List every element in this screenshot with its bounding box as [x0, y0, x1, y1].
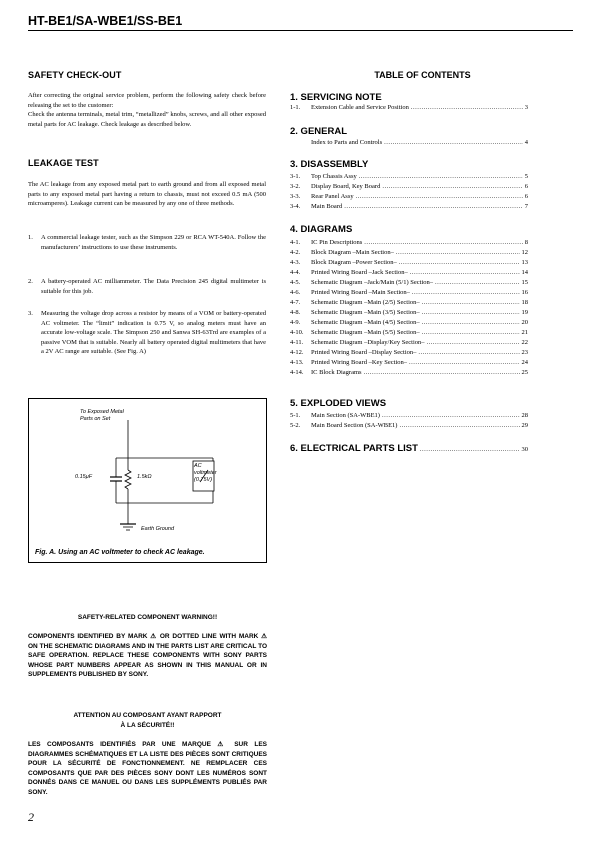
toc-entry-title: Printed Wiring Board –Display Section– — [311, 349, 417, 356]
toc-entry-title: Printed Wiring Board –Key Section– — [311, 359, 408, 366]
toc-entry-number: 3-2. — [290, 183, 301, 190]
toc-leader-dots — [411, 103, 523, 112]
toc-section-heading: 5. EXPLODED VIEWS — [290, 398, 387, 409]
toc-leader-dots — [412, 288, 520, 297]
toc-entry[interactable] — [290, 421, 528, 430]
list-item — [28, 277, 266, 297]
toc-leader-dots — [364, 238, 522, 247]
toc-leader-dots — [422, 308, 520, 317]
toc-leader-dots — [427, 338, 520, 347]
toc-entry[interactable] — [290, 138, 528, 147]
toc-entry-title: Index to Parts and Controls — [311, 139, 383, 146]
list-item-number: 2. — [28, 278, 33, 285]
toc-entry[interactable] — [290, 348, 528, 357]
toc-entry-title: Top Chassis Assy — [311, 173, 357, 180]
toc-entry-title: Extension Cable and Service Position — [311, 104, 409, 111]
list-item-text: Measuring the voltage drop across a resistor by means of a VOM or battery-operated AC voltmeter. The “limit” indication is 0.75 V, so analog meters must have an accurate low-voltage scale. The Simpson 250 and Sanwa SH-63Trd are examples of a passive VOM that is suitable. Nearly all battery operated digital multimeters that have a 2V AC range are suitable. (See Fig. A) — [41, 310, 266, 355]
toc-entry-number: 4-10. — [290, 329, 304, 336]
resistor-label: 1.5kΩ — [137, 474, 152, 480]
toc-entry-number: 3-1. — [290, 173, 301, 180]
toc-entry[interactable] — [290, 308, 528, 317]
toc-entry-number: 4-8. — [290, 309, 301, 316]
toc-entry-page: 6 — [524, 193, 528, 200]
toc-section-heading: 2. GENERAL — [290, 126, 348, 137]
toc-entry-number: 4-2. — [290, 249, 301, 256]
safety-intro-paragraph-1: After correcting the original service problem, perform the following safety check before releasing the set to the customer: — [28, 92, 266, 109]
toc-entry[interactable] — [290, 238, 528, 247]
toc-section-heading: 1. SERVICING NOTE — [290, 92, 382, 103]
figure-label-exposed-metal: To Exposed Metal — [80, 409, 124, 415]
toc-entry-number: 4-6. — [290, 289, 301, 296]
toc-section-heading: 6. ELECTRICAL PARTS LIST — [290, 443, 418, 454]
toc-entry-page: 19 — [521, 309, 528, 316]
toc-entry-number: 4-1. — [290, 239, 301, 246]
toc-entry-number: 4-11. — [290, 339, 304, 346]
toc-entry-page: 24 — [521, 359, 528, 366]
warning-fr-title-line-2: À LA SÉCURITÉ!! — [120, 722, 175, 729]
toc-entry-page: 23 — [521, 349, 528, 356]
toc-entry[interactable] — [290, 103, 528, 112]
toc-entry-number: 4-14. — [290, 369, 304, 376]
toc-entry-title: Schematic Diagram –Display/Key Section– — [311, 339, 425, 346]
toc-leader-dots — [382, 182, 522, 191]
toc-entry-title: Display Board, Key Board — [311, 183, 381, 190]
figure-caption: Fig. A. Using an AC voltmeter to check AC leakage. — [35, 549, 205, 556]
toc-entry-number: 4-7. — [290, 299, 301, 306]
toc-entry-title: Schematic Diagram –Main (5/5) Section– — [311, 329, 420, 336]
toc-entry[interactable] — [290, 338, 528, 347]
toc-entry[interactable] — [290, 278, 528, 287]
toc-entry[interactable] — [290, 182, 528, 191]
toc-entry-page: 15 — [521, 279, 528, 286]
toc-entry[interactable] — [290, 368, 528, 377]
toc-entry-page: 21 — [521, 329, 528, 336]
toc-entry-number: 4-5. — [290, 279, 301, 286]
toc-leader-dots — [422, 318, 520, 327]
toc-entry-number: 3-4. — [290, 203, 301, 210]
toc-leader-dots — [435, 278, 519, 287]
toc-entry-title: Main Board Section (SA-WBE1) — [311, 422, 398, 429]
toc-section-heading: 3. DISASSEMBLY — [290, 159, 369, 170]
toc-entry-title: Block Diagram –Main Section– — [311, 249, 394, 256]
list-item — [28, 309, 266, 369]
toc-entry-number: 4-13. — [290, 359, 304, 366]
toc-entry[interactable] — [290, 172, 528, 181]
toc-section-heading: 4. DIAGRAMS — [290, 224, 353, 235]
warning-en-title: SAFETY-RELATED COMPONENT WARNING!! — [77, 614, 218, 621]
toc-entry-title: Schematic Diagram –Main (4/5) Section– — [311, 319, 420, 326]
list-item-number: 3. — [28, 310, 33, 317]
toc-entry-number: 3-3. — [290, 193, 301, 200]
toc-leader-dots — [418, 348, 519, 357]
toc-entry-page: 13 — [521, 259, 528, 266]
toc-entry-title: Printed Wiring Board –Jack Section– — [311, 269, 408, 276]
toc-entry-page: 12 — [521, 249, 528, 256]
list-item — [28, 233, 266, 263]
safety-intro-paragraph-2: Check the antenna terminals, metal trim, “metallized” knobs, screws, and all other exposed metal parts for AC leakage. Check leakage as described below. — [28, 111, 266, 128]
toc-leader-dots — [422, 328, 520, 337]
toc-entry-page: 7 — [524, 203, 528, 210]
meter-label-voltmeter: voltmeter — [194, 470, 217, 476]
toc-entry-page: 5 — [524, 173, 528, 180]
list-item-text: A commercial leakage tester, such as the Simpson 229 or RCA WT-540A. Follow the manufacturers’ instructions to use these instruments. — [41, 234, 266, 251]
toc-entry-title: Main Section (SA-WBE1) — [311, 412, 380, 419]
leakage-test-heading: LEAKAGE TEST — [28, 158, 99, 168]
header-rule — [28, 30, 573, 31]
document-header: HT-BE1/SA-WBE1/SS-BE1 — [28, 14, 183, 28]
toc-entry[interactable] — [290, 288, 528, 297]
figure-label-parts-on-set: Parts on Set — [80, 416, 111, 422]
toc-leader-dots — [344, 202, 523, 211]
leakage-body: The AC leakage from any exposed metal part to earth ground and from all exposed metal parts to any exposed metal part having a return to chassis, must not exceed 0.5 mA (500 microamperes). Leakage current can be measured by any one of three methods. — [28, 181, 266, 207]
page-number: 2 — [28, 810, 34, 824]
toc-leader-dots — [364, 368, 520, 377]
toc-entry-title: Schematic Diagram –Jack/Main (5/1) Section– — [311, 279, 434, 286]
warning-en-body: COMPONENTS IDENTIFIED BY MARK ⚠ OR DOTTED LINE WITH MARK ⚠ ON THE SCHEMATIC DIAGRAMS AND IN THE PARTS LIST ARE CRITICAL TO SAFE OPERATION. REPLACE THESE COMPONENTS WITH SONY PARTS WHOSE PART NUMBERS APPEAR AS SHOWN IN THIS MANUAL OR IN SUPPLEMENTS PUBLISHED BY SONY. — [28, 633, 267, 679]
safety-intro — [28, 91, 266, 129]
toc-entry[interactable] — [290, 318, 528, 327]
toc-entry[interactable] — [290, 411, 528, 420]
list-item-number: 1. — [28, 234, 33, 241]
list-item-text: A battery-operated AC milliammeter. The Data Precision 245 digital multimeter is suitable for this job. — [41, 278, 266, 295]
toc-entry-page: 25 — [521, 369, 528, 376]
toc-entry-page: 22 — [521, 339, 528, 346]
toc-leader-dots — [420, 446, 520, 453]
capacitor-label: 0.15μF — [75, 474, 93, 480]
toc-leader-dots — [396, 248, 520, 257]
toc-entry[interactable] — [290, 358, 528, 367]
toc-entry[interactable] — [290, 298, 528, 307]
toc-entry-page: 16 — [521, 289, 528, 296]
toc-entry-number: 5-2. — [290, 422, 301, 429]
earth-ground-label: Earth Ground — [141, 526, 175, 532]
toc-entry-title: Block Diagram –Power Section– — [311, 259, 397, 266]
toc-leader-dots — [422, 298, 520, 307]
toc-entry-page: 29 — [521, 422, 528, 429]
toc-entry-title: IC Pin Descriptions — [311, 239, 363, 246]
toc-entry-number: 1-1. — [290, 104, 301, 111]
toc-entry[interactable] — [290, 248, 528, 257]
toc-entry-page: 14 — [521, 269, 528, 276]
toc-entry-page: 8 — [524, 239, 528, 246]
toc-entry-title: Printed Wiring Board –Main Section– — [311, 289, 410, 296]
toc-leader-dots — [359, 172, 523, 181]
toc-entry-title: Main Board — [311, 203, 343, 210]
toc-entry-number: 4-3. — [290, 259, 301, 266]
toc-entry-electrical-parts-list[interactable] — [290, 443, 528, 455]
toc-entry-number: 4-9. — [290, 319, 301, 326]
toc-entry-page: 3 — [524, 104, 528, 111]
toc-entry-number: 4-12. — [290, 349, 304, 356]
toc-leader-dots — [399, 421, 519, 430]
toc-entry-title: Schematic Diagram –Main (2/5) Section– — [311, 299, 420, 306]
toc-entry[interactable] — [290, 268, 528, 277]
toc-entry-title: IC Block Diagrams — [311, 369, 362, 376]
toc-entry[interactable] — [290, 192, 528, 201]
toc-entry-title: Schematic Diagram –Main (3/5) Section– — [311, 309, 420, 316]
safety-checkout-heading: SAFETY CHECK-OUT — [28, 70, 122, 80]
toc-entry[interactable] — [290, 202, 528, 211]
toc-leader-dots — [399, 258, 520, 267]
toc-entry-page: 20 — [521, 319, 528, 326]
toc-entry-page: 30 — [521, 446, 528, 453]
toc-leader-dots — [410, 268, 520, 277]
warning-fr-body: LES COMPOSANTS IDENTIFIÉS PAR UNE MARQUE ⚠ SUR LES DIAGRAMMES SCHÉMATIQUES ET LA LISTE DES PIÈCES SONT CRITIQUES POUR LA SÉCURITÉ DE FONCTIONNEMENT. NE REMPLACER CES COMPOSANTS QUE PAR DES PIÈCES SONY DONT LES NUMÉROS SONT DONNÉS DANS CE MANUEL OU DANS LES SUPPLÉMENTS PUBLIÉS PAR SONY. — [28, 741, 267, 796]
meter-label-voltage: (0.75V) — [194, 477, 213, 483]
toc-leader-dots — [382, 411, 520, 420]
toc-entry-number: 4-4. — [290, 269, 301, 276]
toc-leader-dots — [356, 192, 523, 201]
toc-leader-dots — [384, 138, 523, 147]
toc-entry[interactable] — [290, 258, 528, 267]
toc-entry[interactable] — [290, 328, 528, 337]
toc-entry-number: 5-1. — [290, 412, 301, 419]
meter-label-ac: AC — [194, 463, 202, 469]
toc-entry-page: 4 — [524, 139, 528, 146]
toc-leader-dots — [409, 358, 519, 367]
toc-entry-page: 6 — [524, 183, 528, 190]
toc-entry-page: 18 — [521, 299, 528, 306]
warning-fr-title-line-1: ATTENTION AU COMPOSANT AYANT RAPPORT — [73, 712, 222, 719]
toc-entry-page: 28 — [521, 412, 528, 419]
toc-entry-title: Rear Panel Assy — [311, 193, 354, 200]
toc-title: TABLE OF CONTENTS — [374, 70, 471, 80]
